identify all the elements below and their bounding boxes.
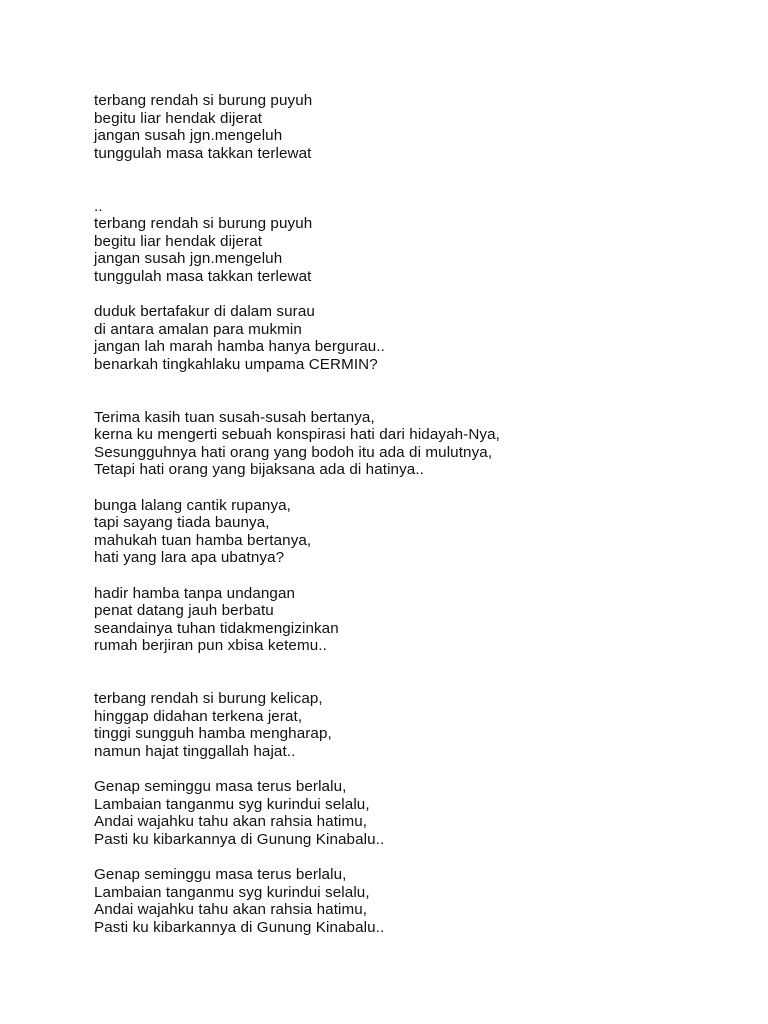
poem-line: hati yang lara apa ubatnya? — [94, 549, 285, 567]
poem-line: jangan susah jgn.mengeluh — [94, 127, 283, 145]
stanza-gap — [94, 761, 734, 779]
stanza-gap — [94, 567, 734, 585]
poem-line: Lambaian tanganmu syg kurindui selalu, — [94, 883, 370, 901]
poem-line: rumah berjiran pun xbisa ketemu.. — [94, 637, 327, 655]
poem-line: terbang rendah si burung puyuh — [94, 215, 313, 233]
stanza-1 — [94, 92, 734, 162]
poem-line: tinggi sungguh hamba mengharap, — [94, 725, 332, 743]
poem-line: namun hajat tinggallah hajat.. — [94, 742, 296, 760]
stanza-5 — [94, 497, 734, 567]
stanza-7 — [94, 690, 734, 760]
stanza-4 — [94, 409, 734, 479]
poem-line: tapi sayang tiada baunya, — [94, 514, 270, 532]
poem-line: terbang rendah si burung puyuh — [94, 92, 313, 109]
poem-text — [94, 92, 734, 937]
poem-line: hinggap didahan terkena jerat, — [94, 707, 303, 725]
poem-line: penat datang jauh berbatu — [94, 602, 274, 620]
poem-line: Andai wajahku tahu akan rahsia hatimu, — [94, 901, 368, 919]
stanza-3 — [94, 303, 734, 373]
poem-line: duduk bertafakur di dalam surau — [94, 303, 315, 321]
poem-line: Pasti ku kibarkannya di Gunung Kinabalu.. — [94, 918, 385, 936]
stanza-8 — [94, 778, 734, 848]
stanza-2 — [94, 198, 734, 286]
poem-line: bunga lalang cantik rupanya, — [94, 496, 292, 514]
stanza-gap — [94, 374, 734, 409]
poem-line: Genap seminggu masa terus berlalu, — [94, 866, 347, 884]
poem-line: hadir hamba tanpa undangan — [94, 584, 296, 602]
stanza-9 — [94, 866, 734, 936]
stanza-gap — [94, 849, 734, 867]
poem-line: jangan susah jgn.mengeluh — [94, 250, 283, 268]
poem-line: kerna ku mengerti sebuah konspirasi hati dari hidayah-Nya, — [94, 426, 500, 444]
poem-line: tunggulah masa takkan terlewat — [94, 144, 312, 162]
poem-line: Terima kasih tuan susah-susah bertanya, — [94, 408, 375, 426]
poem-line: benarkah tingkahlaku umpama CERMIN? — [94, 355, 378, 373]
stanza-6 — [94, 585, 734, 655]
stanza-gap — [94, 655, 734, 690]
poem-line: Sesungguhnya hati orang yang bodoh itu ada di mulutnya, — [94, 443, 493, 461]
poem-line: begitu liar hendak dijerat — [94, 232, 263, 250]
poem-line: terbang rendah si burung kelicap, — [94, 690, 323, 708]
poem-line: di antara amalan para mukmin — [94, 320, 302, 338]
stanza-gap — [94, 162, 734, 197]
poem-line: .. — [94, 197, 103, 215]
poem-line: Andai wajahku tahu akan rahsia hatimu, — [94, 813, 368, 831]
poem-line: Tetapi hati orang yang bijaksana ada di hatinya.. — [94, 461, 424, 479]
stanza-gap — [94, 286, 734, 304]
stanza-gap — [94, 479, 734, 497]
poem-line: Lambaian tanganmu syg kurindui selalu, — [94, 795, 370, 813]
poem-line: mahukah tuan hamba bertanya, — [94, 531, 312, 549]
poem-line: begitu liar hendak dijerat — [94, 109, 263, 127]
poem-line: jangan lah marah hamba hanya bergurau.. — [94, 338, 385, 356]
poem-line: Pasti ku kibarkannya di Gunung Kinabalu.. — [94, 830, 385, 848]
poem-line: seandainya tuhan tidakmengizinkan — [94, 619, 339, 637]
poem-line: tunggulah masa takkan terlewat — [94, 267, 312, 285]
poem-line: Genap seminggu masa terus berlalu, — [94, 778, 347, 796]
